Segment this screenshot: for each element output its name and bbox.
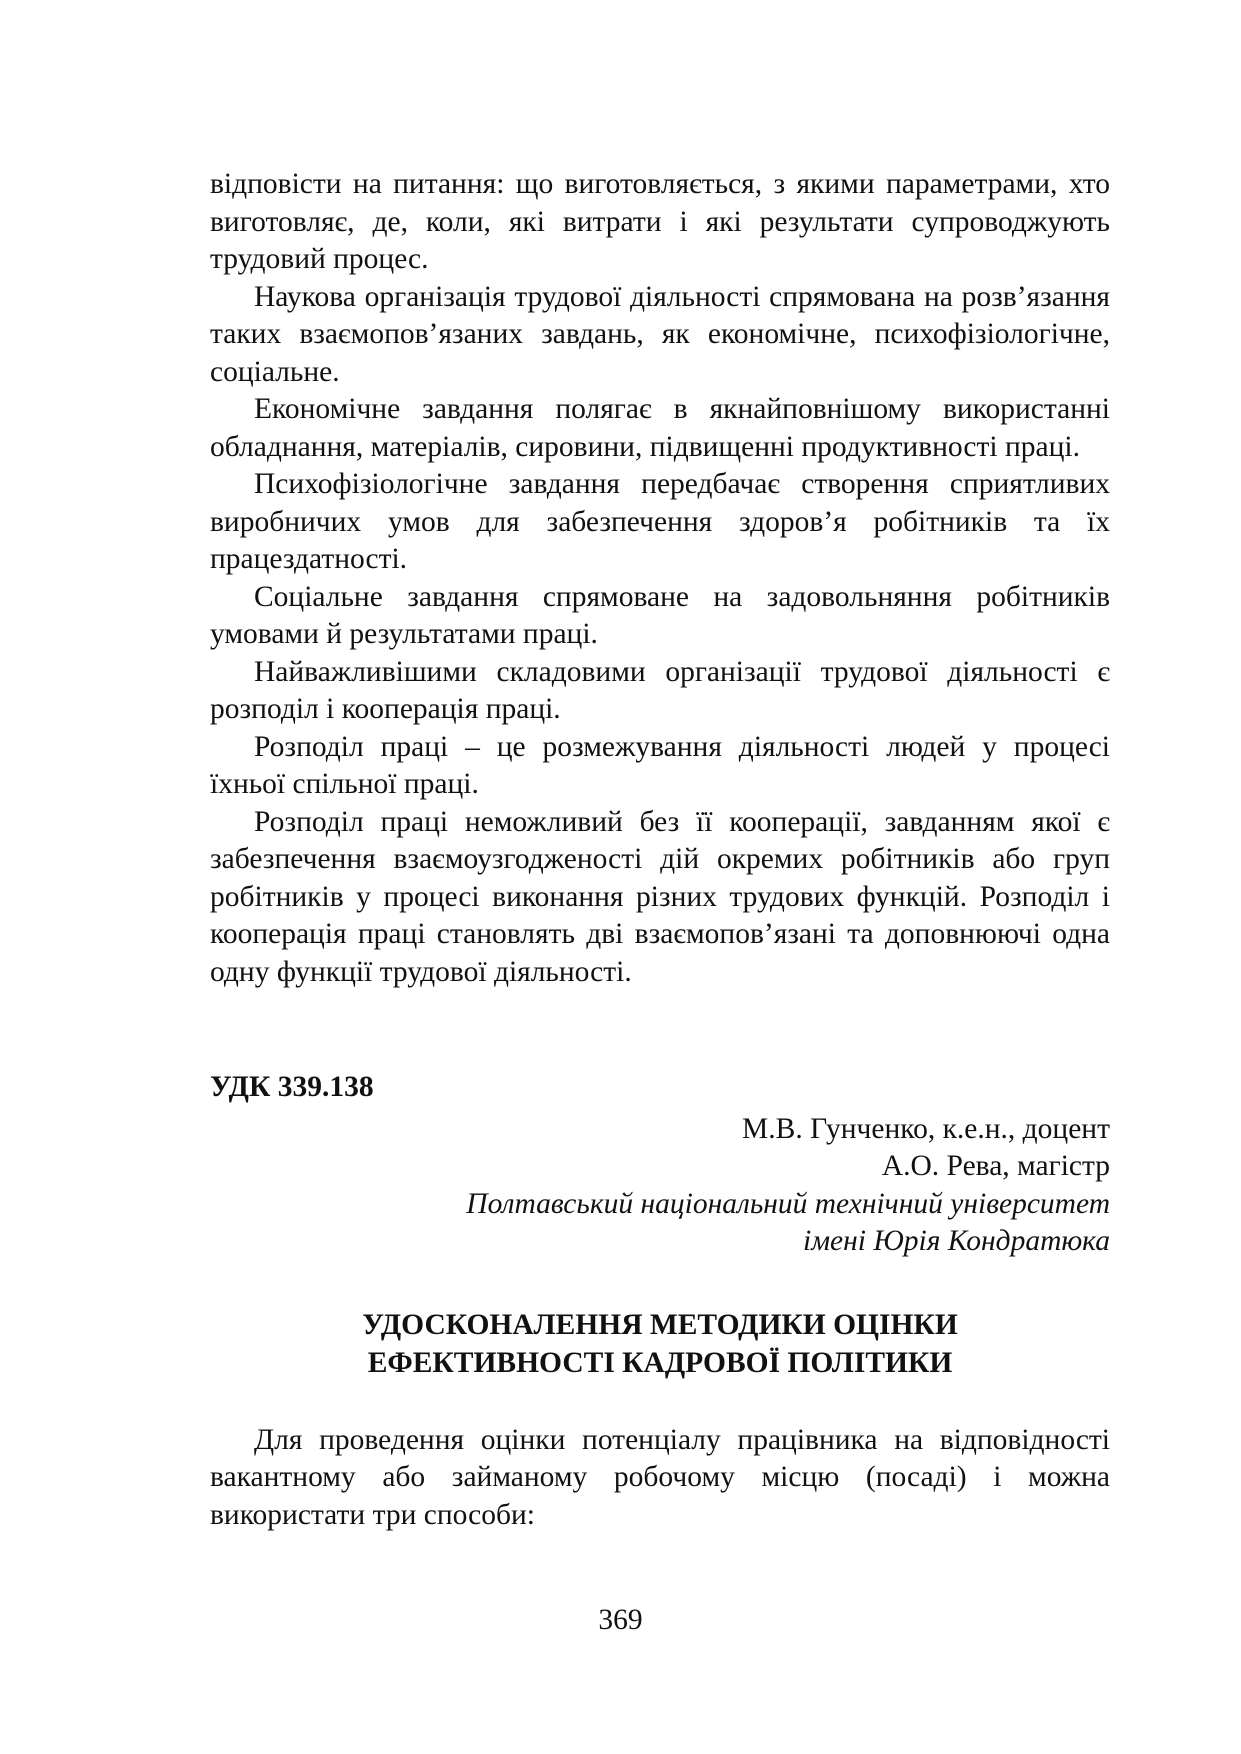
article-title-line-1: УДОСКОНАЛЕННЯ МЕТОДИКИ ОЦІНКИ [362, 1308, 958, 1341]
paragraph-2: Наукова організація трудової діяльності спрямована на розв’язання таких взаємопов’язаних завдань, як економічне, психофізіологічне, соціальне. [210, 280, 1110, 388]
paragraph-8: Розподіл праці неможливий без її кооперації, завданням якої є забезпечення взаємоузгодженості дій окремих робітників або груп робітників у процесі виконання різних трудових функцій. Розподіл і кооперація праці становлять дві взаємопов’язані та доповнюючі одна одну функції трудової діяльності. [210, 805, 1110, 988]
paragraph-3: Економічне завдання полягає в якнайповнішому використанні обладнання, матеріалів, сировини, підвищенні продуктивності праці. [210, 393, 1110, 463]
author-2: А.О. Рева, магістр [881, 1150, 1110, 1182]
intro-paragraph: Для проведення оцінки потенціалу працівника на відповідності вакантному або займаному робочому місцю (посаді) і можна використати три способи: [210, 1423, 1110, 1531]
page-number: 369 [598, 1604, 643, 1636]
author-1: М.В. Гунченко, к.е.н., доцент [742, 1112, 1110, 1145]
article-title-line-2: ЕФЕКТИВНОСТІ КАДРОВОЇ ПОЛІТИКИ [367, 1346, 953, 1379]
page-body [210, 166, 1110, 1534]
paragraph-5: Соціальне завдання спрямоване на задовольняння робітників умовами й результатами праці. [210, 580, 1110, 650]
affiliation-line-1: Полтавський національний технічний університет [466, 1187, 1110, 1220]
paragraph-7: Розподіл праці – це розмежування діяльності людей у процесі їхньої спільної праці. [210, 730, 1110, 800]
authors-block [210, 1111, 1110, 1261]
section-gap [210, 991, 1110, 1069]
paragraph-1: відповісти на питання: що виготовляється, з якими параметрами, хто виготовляє, де, коли, які витрати і які результати супроводжують трудовий процес. [210, 168, 1110, 275]
paragraph-6: Найважливішими складовими організації трудової діяльності є розподіл і кооперація праці. [210, 655, 1110, 725]
article-title [210, 1306, 1110, 1382]
affiliation-line-2: імені Юрія Кондратюка [803, 1225, 1110, 1257]
udk-code: УДК 339.138 [210, 1071, 374, 1103]
paragraph-4: Психофізіологічне завдання передбачає створення сприятливих виробничих умов для забезпечення здоров’я робітників та їх працездатності. [210, 468, 1110, 575]
